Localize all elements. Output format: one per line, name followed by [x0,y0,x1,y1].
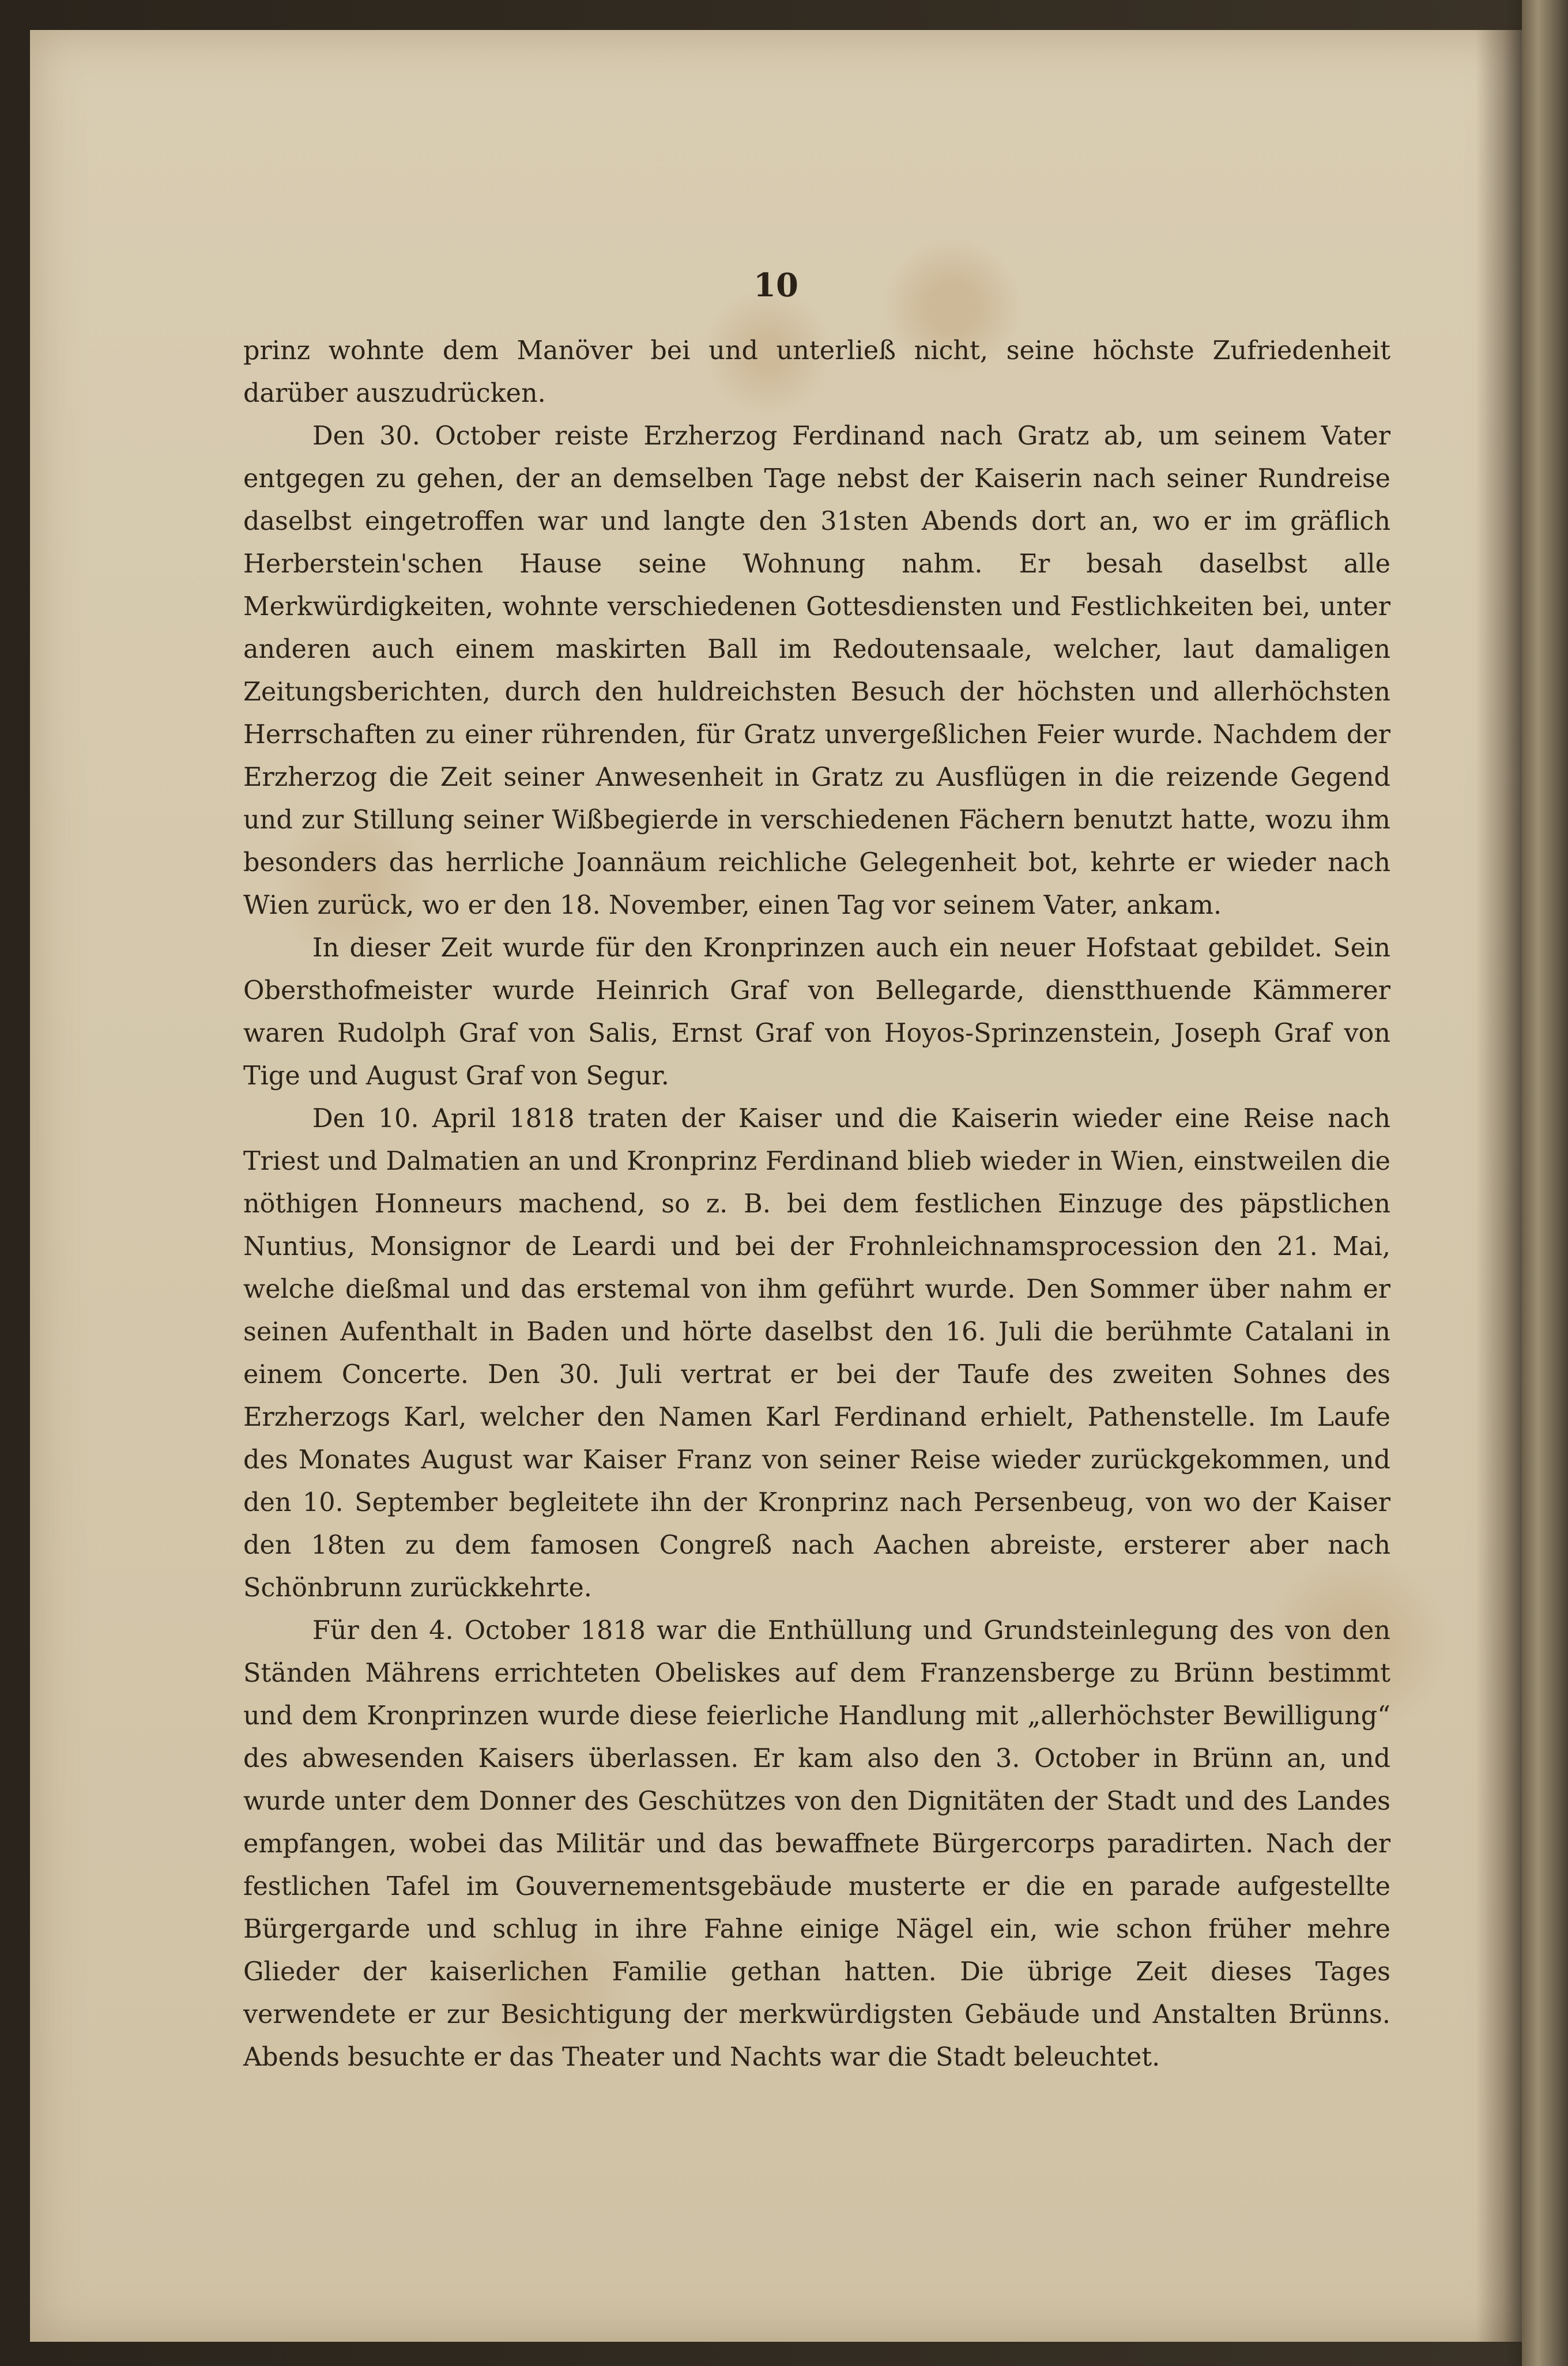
paragraph-3: In dieser Zeit wurde für den Kronprinzen auch ein neuer Hofstaat gebildet. Sein Obersthofmeister wurde Heinrich Graf von Bellegarde, dienstthuende Kämmerer waren Rudolph Graf von Salis, Ernst Graf von Hoyos-Sprinzenstein, Joseph Graf von Tige und August Graf von Segur. [243,933,1390,1091]
book-page [30,30,1522,2342]
page-number: 10 [753,266,798,304]
paragraph-4: Den 10. April 1818 traten der Kaiser und die Kaiserin wieder eine Reise nach Triest und Dalmatien an und Kronprinz Ferdinand blieb wieder in Wien, einstweilen die nöthigen Honneurs machend, so z. B. bei dem festlichen Einzuge des päpstlichen Nuntius, Monsignor de Leardi und bei der Frohnleichnamsprocession den 21. Mai, welche dießmal und das erstemal von ihm geführt wurde. Den Sommer über nahm er seinen Aufenthalt in Baden und hörte daselbst den 16. Juli die berühmte Catalani in einem Concerte. Den 30. Juli vertrat er bei der Taufe des zweiten Sohnes des Erzherzogs Karl, welcher den Namen Karl Ferdinand erhielt, Pathenstelle. Im Laufe des Monates August war Kaiser Franz von seiner Reise wieder zurückgekommen, und den 10. September begleitete ihn der Kronprinz nach Persenbeug, von wo der Kaiser den 18ten zu dem famosen Congreß nach Aachen abreiste, ersterer aber nach Schönbrunn zurückkehrte. [243,1104,1390,1603]
gutter-shadow [1476,30,1522,2342]
paragraph-5: Für den 4. October 1818 war die Enthüllung und Grundsteinlegung des von den Ständen Mährens errichteten Obeliskes auf dem Franzensberge zu Brünn bestimmt und dem Kronprinzen wurde diese feierliche Handlung mit „allerhöchster Bewilligung“ des abwesenden Kaisers überlassen. Er kam also den 3. October in Brünn an, und wurde unter dem Donner des Geschützes von den Dignitäten der Stadt und des Landes empfangen, wobei das Militär und das bewaffnete Bürgercorps paradirten. Nach der festlichen Tafel im Gouvernementsgebäude musterte er die en parade aufgestellte Bürgergarde und schlug in ihre Fahne einige Nägel ein, wie schon früher mehre Glieder der kaiserlichen Familie gethan hatten. Die übrige Zeit dieses Tages verwendete er zur Besichtigung der merkwürdigsten Gebäude und Anstalten Brünns. Abends besuchte er das Theater und Nachts war die Stadt beleuchtet. [243,1616,1390,2072]
paragraph-1: prinz wohnte dem Manöver bei und unterließ nicht, seine höchste Zufriedenheit darüber auszudrücken. [243,336,1390,408]
page-body-text [243,330,1390,2079]
paragraph-2: Den 30. October reiste Erzherzog Ferdinand nach Gratz ab, um seinem Vater entgegen zu gehen, der an demselben Tage nebst der Kaiserin nach seiner Rundreise daselbst eingetroffen war und langte den 31sten Abends dort an, wo er im gräflich Herberstein'schen Hause seine Wohnung nahm. Er besah daselbst alle Merkwürdigkeiten, wohnte verschiedenen Gottesdiensten und Festlichkeiten bei, unter anderen auch einem maskirten Ball im Redoutensaale, welcher, laut damaligen Zeitungsberichten, durch den huldreichsten Besuch der höchsten und allerhöchsten Herrschaften zu einer rührenden, für Gratz unvergeßlichen Feier wurde. Nachdem der Erzherzog die Zeit seiner Anwesenheit in Gratz zu Ausflügen in die reizende Gegend und zur Stillung seiner Wißbegierde in verschiedenen Fächern benutzt hatte, wozu ihm besonders das herrliche Joannäum reichliche Gelegenheit bot, kehrte er wieder nach Wien zurück, wo er den 18. November, einen Tag vor seinem Vater, ankam. [243,421,1390,920]
next-page-edge [1522,0,1568,2366]
